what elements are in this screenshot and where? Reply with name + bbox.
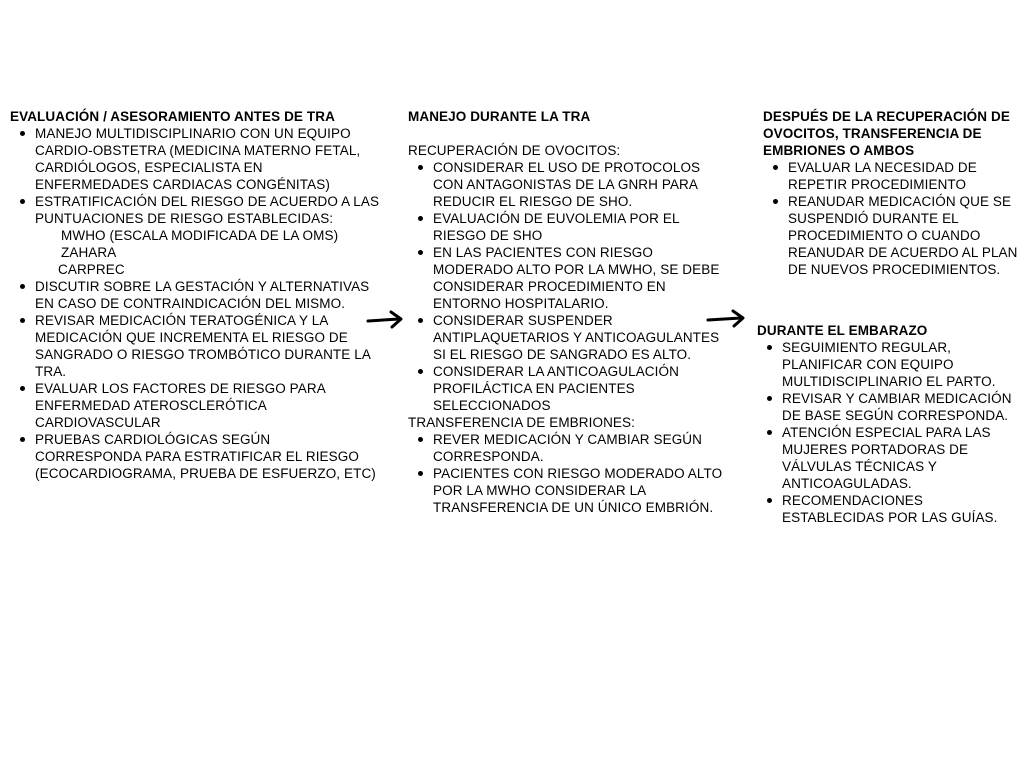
list-item: PRUEBAS CARDIOLÓGICAS SEGÚN CORRESPONDA PARA ESTRATIFICAR EL RIESGO (ECOCARDIOGRAMA, PRUEBA DE ESFUERZO, ETC) <box>35 431 380 482</box>
embryo-transfer-heading: TRANSFERENCIA DE EMBRIONES: <box>408 415 635 430</box>
pregnancy-list <box>757 339 1019 526</box>
embryo-transfer-list <box>408 431 728 516</box>
list-item: EN LAS PACIENTES CON RIESGO MODERADO ALTO POR LA MWHO, SE DEBE CONSIDERAR PROCEDIMIENTO EN ENTORNO HOSPITALARIO. <box>433 244 728 312</box>
risk-score-zahara: ZAHARA <box>61 245 117 260</box>
list-item: CONSIDERAR EL USO DE PROTOCOLOS CON ANTAGONISTAS DE LA GNRH PARA REDUCIR EL RIESGO DE SHO. <box>433 159 728 210</box>
list-item: DISCUTIR SOBRE LA GESTACIÓN Y ALTERNATIVAS EN CASO DE CONTRAINDICACIÓN DEL MISMO. <box>35 278 380 312</box>
pregnancy-title: DURANTE EL EMBARAZO <box>757 323 928 338</box>
pre-tra-column <box>10 108 380 482</box>
during-tra-column <box>408 108 728 516</box>
list-item: CONSIDERAR LA ANTICOAGULACIÓN PROFILÁCTICA EN PACIENTES SELECCIONADOS <box>433 363 728 414</box>
oocyte-retrieval-heading: RECUPERACIÓN DE OVOCITOS: <box>408 143 621 158</box>
spacer <box>408 125 728 142</box>
risk-score-mwho: MWHO (ESCALA MODIFICADA DE LA OMS) <box>61 228 339 243</box>
post-procedure-list <box>763 159 1018 278</box>
post-procedure-column <box>763 108 1018 278</box>
list-item: SEGUIMIENTO REGULAR, PLANIFICAR CON EQUIPO MULTIDISCIPLINARIO EL PARTO. <box>782 339 1019 390</box>
list-item: REANUDAR MEDICACIÓN QUE SE SUSPENDIÓ DURANTE EL PROCEDIMIENTO O CUANDO REANUDAR DE ACUERDO AL PLAN DE NUEVOS PROCEDIMIENTOS. <box>788 194 1018 277</box>
list-item: REVISAR Y CAMBIAR MEDICACIÓN DE BASE SEGÚN CORRESPONDA. <box>782 390 1019 424</box>
right-arrow-icon <box>706 308 748 330</box>
oocyte-retrieval-list <box>408 159 728 414</box>
list-item <box>35 193 380 278</box>
risk-score-carprec: CARPREC <box>58 262 125 277</box>
list-item: EVALUAR LOS FACTORES DE RIESGO PARA ENFERMEDAD ATEROSCLERÓTICA CARDIOVASCULAR <box>35 380 380 431</box>
list-item: EVALUAR LA NECESIDAD DE REPETIR PROCEDIMIENTO <box>788 159 1018 193</box>
during-tra-title: MANEJO DURANTE LA TRA <box>408 109 591 124</box>
list-item-text: ESTRATIFICACIÓN DEL RIESGO DE ACUERDO A LAS PUNTUACIONES DE RIESGO ESTABLECIDAS: <box>35 194 380 226</box>
pre-tra-list <box>10 125 380 482</box>
right-arrow-icon <box>366 309 406 331</box>
list-item: REVER MEDICACIÓN Y CAMBIAR SEGÚN CORRESPONDA. <box>433 431 728 465</box>
list-item: MANEJO MULTIDISCIPLINARIO CON UN EQUIPO CARDIO-OBSTETRA (MEDICINA MATERNO FETAL, CARDIÓLOGOS, ESPECIALISTA EN ENFERMEDADES CARDIACAS CONGÉNITAS) <box>35 125 380 193</box>
list-item: EVALUACIÓN DE EUVOLEMIA POR EL RIESGO DE SHO <box>433 210 728 244</box>
list-item: CONSIDERAR SUSPENDER ANTIPLAQUETARIOS Y ANTICOAGULANTES SI EL RIESGO DE SANGRADO ES ALTO. <box>433 312 728 363</box>
pregnancy-column <box>757 322 1019 526</box>
list-item: ATENCIÓN ESPECIAL PARA LAS MUJERES PORTADORAS DE VÁLVULAS TÉCNICAS Y ANTICOAGULADAS. <box>782 424 1019 492</box>
list-item: REVISAR MEDICACIÓN TERATOGÉNICA Y LA MEDICACIÓN QUE INCREMENTA EL RIESGO DE SANGRADO O RIESGO TROMBÓTICO DURANTE LA TRA. <box>35 312 380 380</box>
list-item: PACIENTES CON RIESGO MODERADO ALTO POR LA MWHO CONSIDERAR LA TRANSFERENCIA DE UN ÚNICO EMBRIÓN. <box>433 465 728 516</box>
post-procedure-title: DESPUÉS DE LA RECUPERACIÓN DE OVOCITOS, TRANSFERENCIA DE EMBRIONES O AMBOS <box>763 109 1010 158</box>
list-item: RECOMENDACIONES ESTABLECIDAS POR LAS GUÍAS. <box>782 492 1019 526</box>
pre-tra-title: EVALUACIÓN / ASESORAMIENTO ANTES DE TRA <box>10 109 335 124</box>
